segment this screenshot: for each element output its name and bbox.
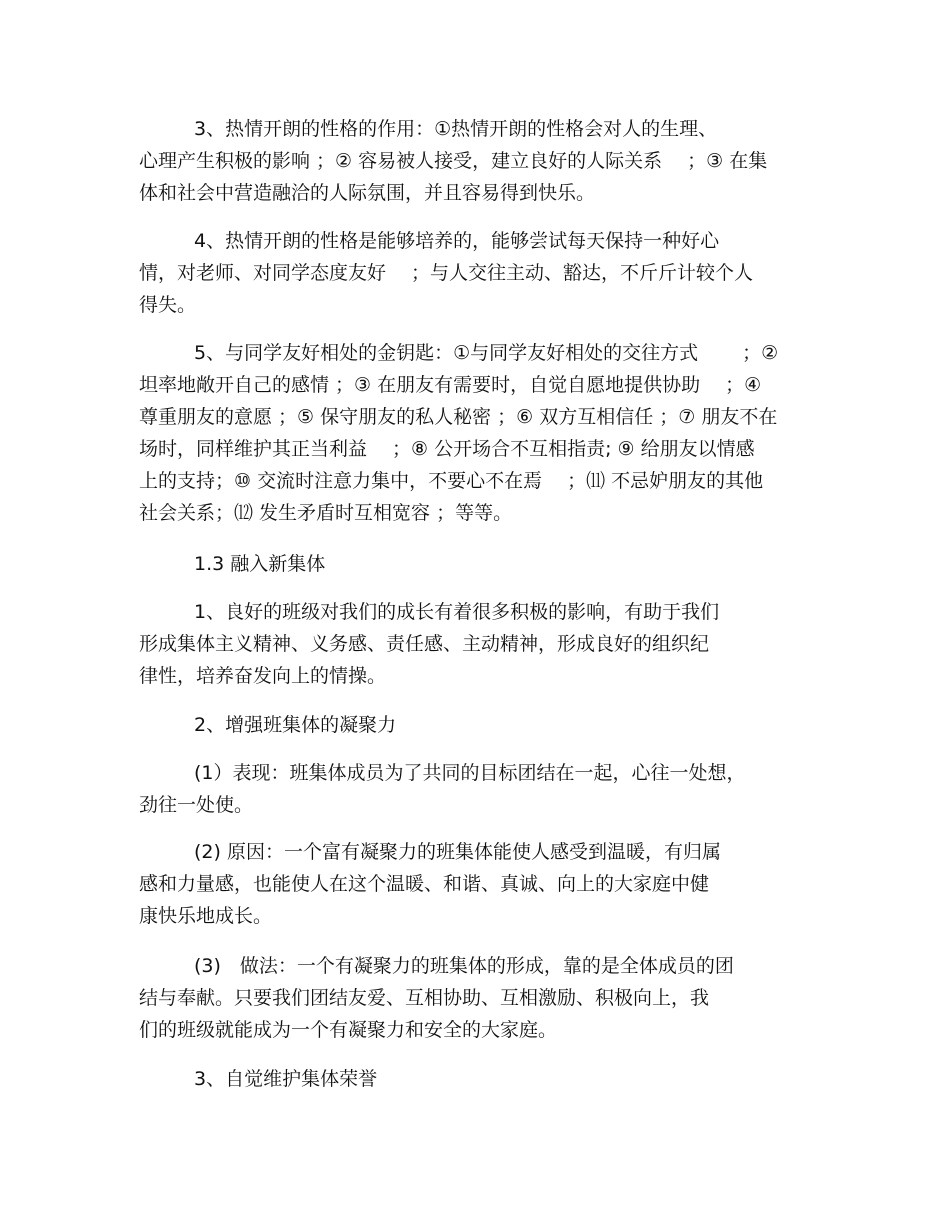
text-line: 尊重朋友的意愿 ；⑤ 保守朋友的私人秘密 ；⑥ 双方互相信任 ；⑦ 朋友不在 (139, 406, 778, 428)
text-line: 们的班级就能成为一个有凝聚力和安全的大家庭。 (139, 1019, 558, 1041)
subheading-cohesion (139, 709, 819, 741)
text-line: 3、自觉维护集体荣誉 (194, 1068, 378, 1090)
text-line: 结与奉献。只要我们团结友爱、互相协助、互相激励、积极向上，我 (139, 987, 710, 1009)
text-line: 5、与同学友好相处的金钥匙：①与同学友好相处的交往方式 ；② (194, 342, 779, 364)
text-line: 劲往一处使。 (139, 794, 254, 816)
text-line: (3) 做法：一个有凝聚力的班集体的形成，靠的是全体成员的团 (194, 955, 734, 977)
text-line: 上的支持；⑩ 交流时注意力集中，不要心不在焉 ；⑾ 不忌妒朋友的其他 (139, 470, 764, 492)
text-line: 体和社会中营造融洽的人际氛围，并且容易得到快乐。 (139, 182, 596, 204)
text-line: 情，对老师、对同学态度友好 ；与人交往主动、豁达，不斤斤计较个人 (139, 262, 754, 284)
text-line: 律性，培养奋发向上的情操。 (139, 665, 387, 687)
text-line: 坦率地敞开自己的感情 ；③ 在朋友有需要时，自觉自愿地提供协助 ；④ (139, 374, 762, 396)
text-line: 社会关系；⑿ 发生矛盾时互相宽容 ；等等。 (139, 502, 513, 524)
subheading-honor (139, 1063, 819, 1095)
text-line: 场时，同样维护其正当利益 ；⑧ 公开场合不互相指责; ⑨ 给朋友以情感 (139, 438, 755, 460)
text-line: 感和力量感，也能使人在这个温暖、和谐、真诚、向上的大家庭中健 (139, 873, 710, 895)
paragraph-good-class (139, 596, 819, 692)
text-line: 3、热情开朗的性格的作用：①热情开朗的性格会对人的生理、 (194, 118, 718, 140)
text-line: (1）表现：班集体成员为了共同的目标团结在一起，心往一处想， (194, 762, 746, 784)
section-heading (139, 548, 819, 580)
text-line: 心理产生积极的影响 ；② 容易被人接受，建立良好的人际关系 ；③ 在集 (139, 150, 768, 172)
text-line: 4、热情开朗的性格是能够培养的，能够尝试每天保持一种好心 (194, 230, 720, 252)
text-line: 2、增强班集体的凝聚力 (194, 714, 397, 736)
text-line: (2) 原因：一个富有凝聚力的班集体能使人感受到温暖，有归属 (194, 841, 721, 863)
paragraph-cheerful-effect (139, 113, 819, 209)
paragraph-cheerful-cultivate (139, 225, 819, 321)
heading-text: 1.3 融入新集体 (194, 553, 326, 575)
paragraph-reason (139, 836, 819, 932)
paragraph-method (139, 950, 819, 1046)
text-line: 康快乐地成长。 (139, 905, 273, 927)
text-line: 1、良好的班级对我们的成长有着很多积极的影响，有助于我们 (194, 601, 720, 623)
paragraph-golden-key (139, 337, 819, 529)
paragraph-manifest (139, 757, 819, 821)
text-line: 得失。 (139, 294, 197, 316)
text-line: 形成集体主义精神、义务感、责任感、主动精神，形成良好的组织纪 (139, 633, 710, 655)
